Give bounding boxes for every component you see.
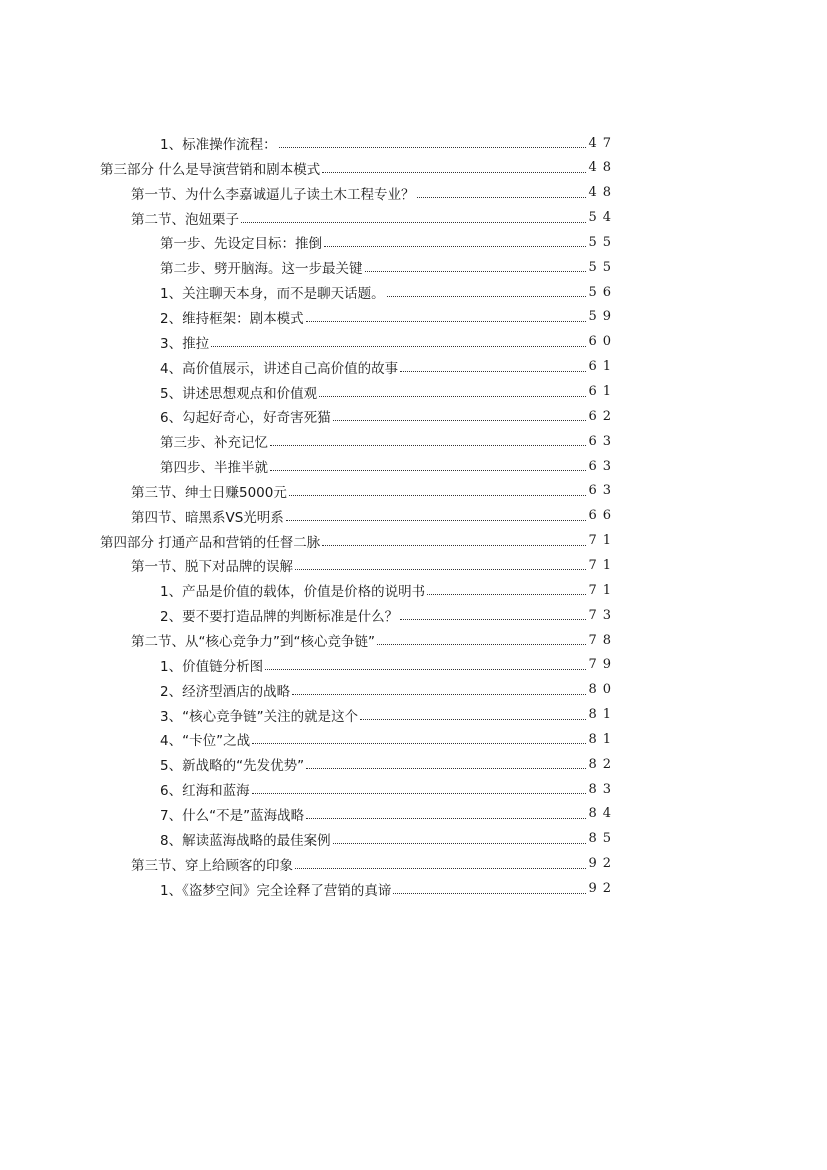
toc-entry[interactable] [131,555,617,575]
toc-entry-page: 84 [588,806,617,822]
toc-dot-leader [427,593,586,595]
toc-entry[interactable] [160,307,617,327]
toc-entry-page: 61 [588,359,617,375]
toc-entry[interactable] [160,879,617,899]
toc-dot-leader [306,817,586,819]
toc-entry-page: 82 [588,756,617,772]
toc-dot-leader [333,842,587,844]
toc-entry-page: 48 [588,185,617,201]
toc-entry-title: 第二节、泡妞栗子 [131,211,239,228]
toc-entry-title: 第二步、劈开脑海。这一步最关键 [160,261,363,278]
toc-entry[interactable] [160,431,617,451]
toc-dot-leader [324,245,586,247]
toc-entry-title: 第四步、半推半就 [160,460,268,477]
toc-entry-page: 55 [588,259,617,275]
toc-entry-title: 第四节、暗黑系VS光明系 [131,509,284,526]
toc-entry-title: 第二节、从“核心竞争力”到“核心竞争链” [131,634,375,650]
toc-entry-title: 1、关注聊天本身，而不是聊天话题。 [160,286,385,303]
toc-entry[interactable] [160,779,617,799]
toc-entry[interactable] [160,705,617,725]
toc-entry-title: 第一节、为什么李嘉诚逼儿子读土木工程专业？ [131,186,415,203]
toc-entry-page: 92 [588,856,617,872]
toc-entry[interactable] [160,282,617,302]
toc-dot-leader [400,370,586,372]
toc-entry[interactable] [160,257,617,277]
toc-entry-page: 63 [588,433,617,449]
toc-dot-leader [211,345,586,347]
toc-dot-leader [295,568,586,570]
toc-entry-page: 55 [588,234,617,250]
toc-entry-title: 7、什么“不是”蓝海战略 [160,807,305,824]
toc-dot-leader [286,519,587,521]
toc-entry[interactable] [131,208,617,228]
toc-entry-title: 5、新战略的“先发优势” [160,758,305,775]
toc-entry-title: 3、“核心竞争链”关注的就是这个 [160,708,359,725]
toc-entry-page: 63 [588,458,617,474]
toc-entry-title: 第一节、脱下对品牌的误解 [131,559,293,576]
toc-entry-title: 第四部分 打通产品和营销的任督二脉 [100,534,321,551]
toc-entry[interactable] [160,754,617,774]
toc-entry[interactable] [131,481,617,501]
toc-entry-title: 2、维持框架：剧本模式 [160,310,304,327]
toc-entry[interactable] [100,158,617,178]
toc-entry-page: 83 [588,781,617,797]
toc-entry-page: 59 [588,309,617,325]
toc-entry[interactable] [131,506,617,526]
toc-entry-title: 第一步、先设定目标：推倒 [160,236,322,253]
toc-dot-leader [270,469,586,471]
toc-entry-page: 56 [588,284,617,300]
toc-dot-leader [252,792,587,794]
toc-entry-page: 71 [588,533,617,549]
toc-dot-leader [322,544,586,546]
toc-entry-title: 第三步、补充记忆 [160,435,268,452]
toc-dot-leader [333,419,587,421]
toc-entry-title: 3、推拉 [160,335,210,352]
toc-entry-page: 78 [588,632,617,648]
toc-entry[interactable] [160,332,617,352]
toc-entry-page: 62 [588,408,617,424]
toc-dot-leader [241,221,586,223]
toc-entry-page: 85 [588,831,617,847]
toc-entry-title: 第三节、穿上给顾客的印象 [131,857,293,874]
toc-dot-leader [417,196,587,198]
toc-entry[interactable] [100,531,617,551]
toc-entry-title: 5、讲述思想观点和价值观 [160,385,318,402]
toc-entry[interactable] [131,183,617,203]
toc-dot-leader [393,892,586,894]
toc-entry-page: 61 [588,384,617,399]
toc-dot-leader [322,171,586,173]
toc-entry[interactable] [160,133,617,153]
toc-entry-page: 63 [588,483,617,499]
toc-entry-title: 1、标准操作流程： [160,137,277,153]
toc-entry-title: 6、红海和蓝海 [160,783,250,800]
toc-entry-page: 47 [588,135,617,151]
toc-entry[interactable] [160,357,617,377]
toc-entry-page: 92 [588,881,617,896]
toc-dot-leader [319,395,586,397]
toc-entry-title: 第三节、绅士日赚5000元 [131,484,287,501]
toc-entry[interactable] [160,729,617,749]
toc-entry-page: 73 [588,607,617,623]
toc-dot-leader [270,444,586,446]
toc-dot-leader [252,742,586,744]
toc-dot-leader [360,718,586,720]
toc-entry-page: 81 [588,707,617,723]
toc-entry-title: 1、价值链分析图 [160,658,264,675]
toc-dot-leader [365,270,587,272]
toc-entry[interactable] [160,382,617,402]
toc-entry[interactable] [160,605,617,625]
toc-entry-page: 66 [588,508,617,524]
toc-entry-page: 71 [588,582,617,598]
toc-entry[interactable] [131,630,617,650]
toc-entry[interactable] [160,232,617,252]
toc-entry-title: 第三部分 什么是导演营销和剧本模式 [100,161,321,178]
toc-entry-page: 71 [588,557,617,573]
toc-entry-page: 80 [588,682,617,698]
toc-dot-leader [295,867,586,869]
toc-entry[interactable] [160,680,617,700]
toc-entry-title: 4、高价值展示，讲述自己高价值的故事 [160,360,399,377]
toc-dot-leader [279,146,587,148]
toc-entry-page: 60 [588,334,617,350]
toc-entry[interactable] [131,854,617,874]
toc-entry-page: 48 [588,160,617,176]
toc-entry-title: 6、勾起好奇心，好奇害死猫 [160,410,331,427]
toc-entry-title: 2、要不要打造品牌的判断标准是什么？ [160,609,399,626]
toc-entry[interactable] [160,804,617,824]
toc-dot-leader [306,767,586,769]
toc-dot-leader [265,668,586,670]
toc-dot-leader [292,693,586,695]
toc-entry-title: 8、解读蓝海战略的最佳案例 [160,832,331,849]
toc-entry[interactable] [160,580,617,600]
toc-entry-title: 1、产品是价值的载体，价值是价格的说明书 [160,584,426,601]
toc-dot-leader [400,618,586,620]
toc-entry-page: 79 [588,657,617,673]
toc-dot-leader [289,494,587,496]
toc-entry-page: 81 [588,731,617,747]
toc-entry[interactable] [160,829,617,849]
toc-entry-page: 54 [588,210,617,226]
toc-entry-title: 2、经济型酒店的战略 [160,683,291,700]
toc-entry-title: 4、“卡位”之战 [160,733,251,750]
toc-dot-leader [377,643,586,645]
toc-dot-leader [306,320,587,322]
toc-entry[interactable] [160,655,617,675]
toc-entry[interactable] [160,406,617,426]
toc-dot-leader [387,295,587,297]
toc-entry[interactable] [160,456,617,476]
toc-entry-title: 1、《盗梦空间》完全诠释了营销的真谛 [160,882,392,899]
